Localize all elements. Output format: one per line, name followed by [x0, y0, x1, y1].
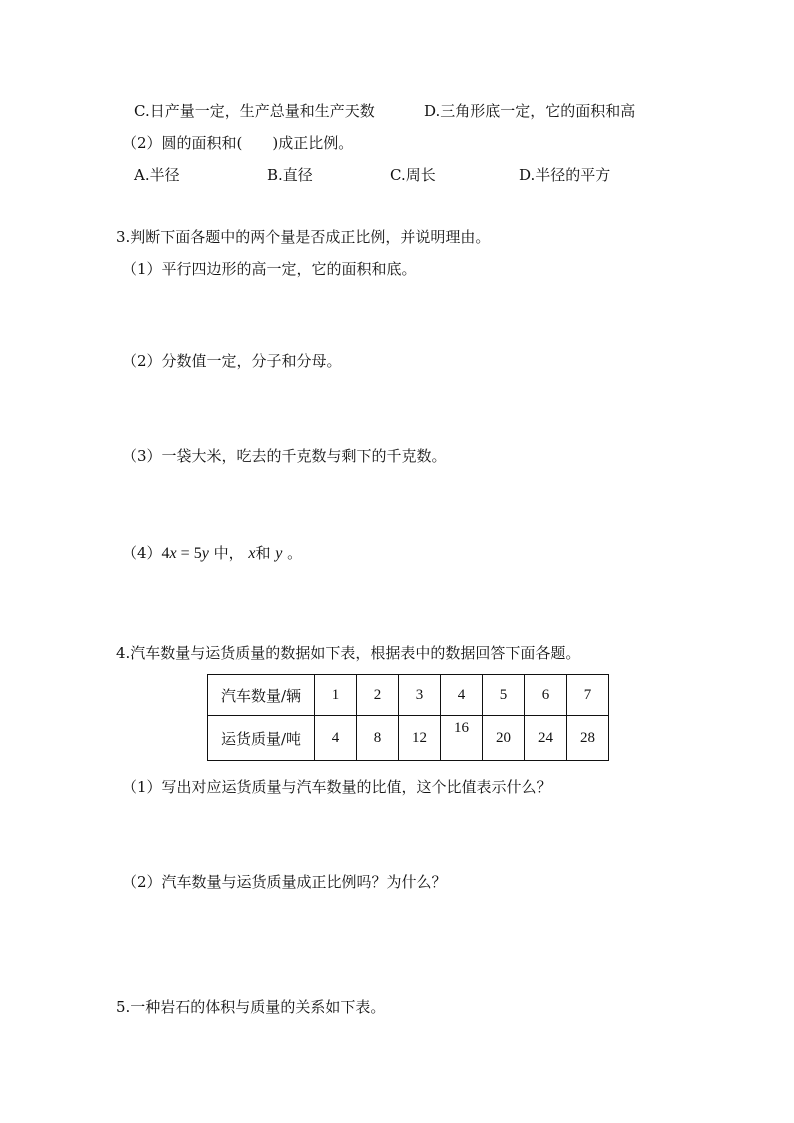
equation-var-y: y — [201, 545, 209, 562]
q3-item-3: （3）一袋大米，吃去的千克数与剩下的千克数。 — [122, 447, 447, 465]
table-cell: 8 — [357, 716, 399, 761]
table-cell: 7 — [567, 675, 609, 716]
table-cell: 4 — [315, 716, 357, 761]
option-b-diameter: B.直径 — [267, 166, 313, 184]
q3-item-1: （1）平行四边形的高一定，它的面积和底。 — [122, 260, 417, 278]
option-d-triangle-area: D.三角形底一定，它的面积和高 — [424, 102, 636, 120]
q3-item-4-mid: 中， — [208, 544, 244, 562]
equation-coef-4: 4 — [161, 545, 170, 562]
equation-var-x: x — [169, 545, 177, 562]
table-cell: 2 — [357, 675, 399, 716]
option-a-radius: A.半径 — [134, 166, 180, 184]
q4-title: 4.汽车数量与运货质量的数据如下表，根据表中的数据回答下面各题。 — [116, 644, 581, 662]
table-cell: 5 — [483, 675, 525, 716]
var-x: x — [248, 545, 256, 562]
table-row-truck-count — [208, 675, 609, 716]
table-cell: 16 — [441, 716, 483, 761]
option-d-radius-squared: D.半径的平方 — [519, 166, 611, 184]
equation-equals: = — [176, 545, 194, 562]
table-cell: 1 — [315, 675, 357, 716]
trucks-cargo-table — [207, 674, 609, 761]
table-cell: 3 — [399, 675, 441, 716]
q3-item-4 — [122, 543, 302, 564]
option-c-circumference: C.周长 — [390, 166, 436, 184]
q3-item-4-prefix: （4） — [122, 544, 162, 562]
table-row-cargo-mass — [208, 716, 609, 761]
q2-part2-stem: （2）圆的面积和( )成正比例。 — [122, 134, 354, 152]
q5-title: 5.一种岩石的体积与质量的关系如下表。 — [116, 998, 386, 1016]
equation-coef-5: 5 — [193, 545, 202, 562]
var-y: y — [275, 545, 283, 562]
table-header-cargo-mass: 运货质量/吨 — [208, 716, 315, 761]
q4-item-2: （2）汽车数量与运货质量成正比例吗？为什么？ — [122, 873, 447, 891]
q3-item-2: （2）分数值一定，分子和分母。 — [122, 352, 342, 370]
table-cell: 6 — [525, 675, 567, 716]
option-c-daily-output: C.日产量一定，生产总量和生产天数 — [134, 102, 375, 120]
table-cell: 28 — [567, 716, 609, 761]
table-cell: 24 — [525, 716, 567, 761]
q3-item-4-and: 和 — [255, 544, 271, 562]
q3-item-4-end: 。 — [282, 544, 303, 562]
table-cell: 4 — [441, 675, 483, 716]
table-cell: 12 — [399, 716, 441, 761]
table-cell: 20 — [483, 716, 525, 761]
q4-item-1: （1）写出对应运货质量与汽车数量的比值，这个比值表示什么？ — [122, 778, 552, 796]
q3-title: 3.判断下面各题中的两个量是否成正比例，并说明理由。 — [116, 228, 491, 246]
table-header-truck-count: 汽车数量/辆 — [208, 675, 315, 716]
